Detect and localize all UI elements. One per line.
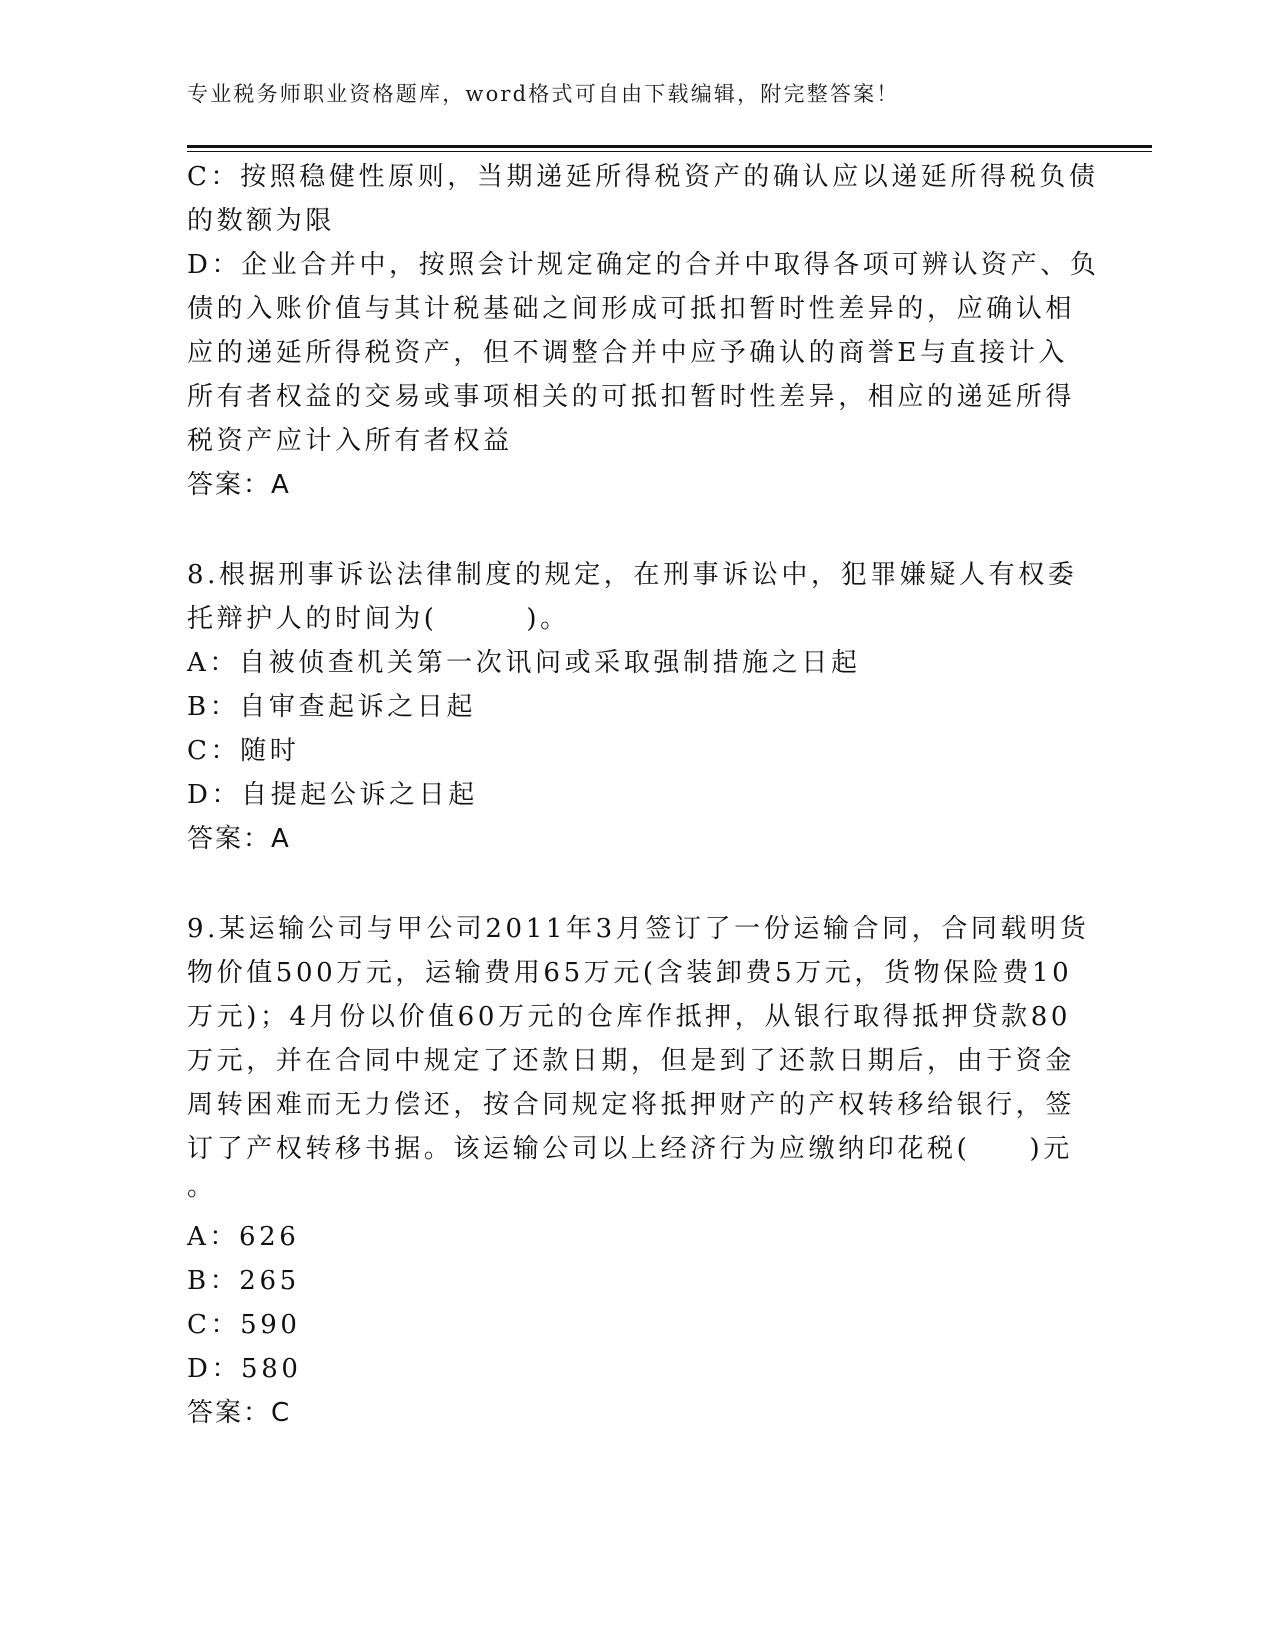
- header-divider-thin: [187, 151, 1152, 152]
- page-header: 专业税务师职业资格题库，word格式可自由下载编辑，附完整答案！: [187, 82, 900, 106]
- q9-answer: 答案：C: [187, 1398, 292, 1428]
- q8-option-b: B：自审查起诉之日起: [187, 692, 477, 722]
- option-d-line-5: 税资产应计入所有者权益: [187, 426, 513, 456]
- option-d-line-4: 所有者权益的交易或事项相关的可抵扣暂时性差异，相应的递延所得: [187, 382, 1076, 412]
- option-c-line-2: 的数额为限: [187, 206, 336, 236]
- q9-stem-line-4: 万元，并在合同中规定了还款日期，但是到了还款日期后，由于资金: [187, 1046, 1076, 1076]
- q8-answer: 答案：A: [187, 824, 291, 854]
- q8-option-d: D：自提起公诉之日起: [187, 780, 478, 810]
- q9-option-c: C：590: [187, 1310, 301, 1340]
- answer-prev: 答案：A: [187, 470, 291, 500]
- option-d-line-2: 债的入账价值与其计税基础之间形成可抵扣暂时性差异的，应确认相: [187, 294, 1076, 324]
- q9-stem-line-2: 物价值500万元，运输费用65万元(含装卸费5万元，货物保险费10: [187, 958, 1073, 988]
- q9-stem-line-3: 万元)；4月份以价值60万元的仓库作抵押，从银行取得抵押贷款80: [187, 1002, 1072, 1032]
- option-d-line-1: D：企业合并中，按照会计规定确定的合并中取得各项可辨认资产、负: [187, 250, 1100, 280]
- q9-stem-line-6: 订了产权转移书据。该运输公司以上经济行为应缴纳印花税( )元: [187, 1134, 1073, 1164]
- q8-option-a: A：自被侦查机关第一次讯问或采取强制措施之日起: [187, 648, 861, 678]
- header-divider: [187, 145, 1152, 148]
- option-d-line-3: 应的递延所得税资产，但不调整合并中应予确认的商誉E与直接计入: [187, 338, 1068, 368]
- q8-stem-line-2: 托辩护人的时间为( )。: [187, 604, 570, 634]
- q9-option-a: A：626: [187, 1222, 300, 1252]
- q9-stem-line-1: 9.某运输公司与甲公司2011年3月签订了一份运输合同，合同载明货: [187, 914, 1090, 944]
- q9-stem-line-7: 。: [187, 1172, 217, 1202]
- q9-option-b: B：265: [187, 1266, 300, 1296]
- option-c-line-1: C：按照稳健性原则，当期递延所得税资产的确认应以递延所得税负债: [187, 162, 1099, 192]
- q8-option-c: C：随时: [187, 736, 300, 766]
- q8-stem-line-1: 8.根据刑事诉讼法律制度的规定，在刑事诉讼中，犯罪嫌疑人有权委: [187, 560, 1078, 590]
- q9-stem-line-5: 周转困难而无力偿还，按合同规定将抵押财产的产权转移给银行，签: [187, 1090, 1076, 1120]
- q9-option-d: D：580: [187, 1354, 302, 1384]
